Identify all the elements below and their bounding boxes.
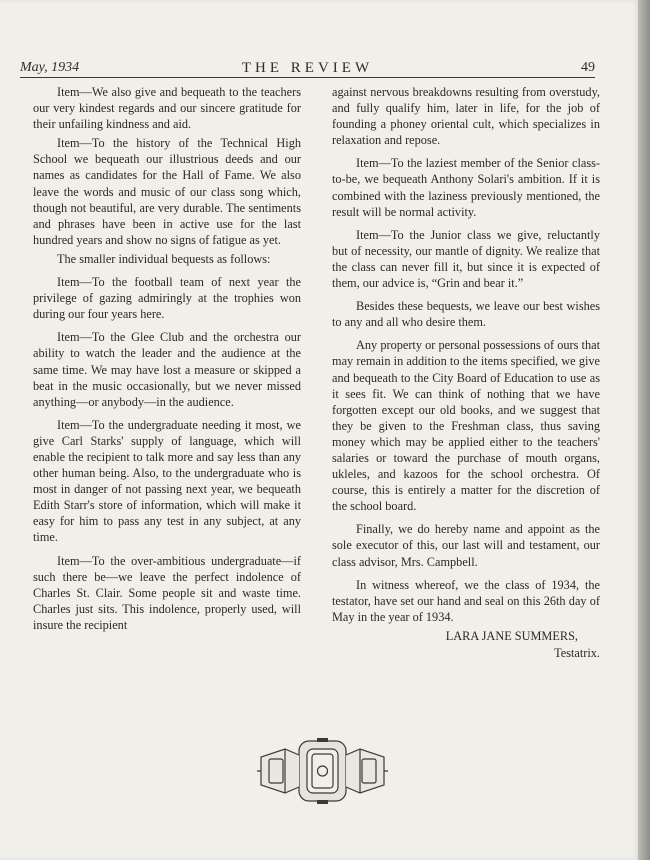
signature-title: Testatrix. bbox=[554, 645, 600, 660]
paragraph: Item—To the Glee Club and the orchestra our ability to watch the leader and the audience at the same time. We may have lost a measure or skipped a beat in the music occasionally, but we never missed anything—or anybody—in the audience. bbox=[33, 330, 301, 409]
book-gutter bbox=[638, 0, 650, 860]
paragraph: Item—To the undergraduate needing it most, we give Carl Starks' supply of language, which will enable the recipient to talk more and say less than any other human being. Also, to the undergraduate who is most in danger of not passing next year, we bequeath Edith Starr's store of information, which will make it easy for him to pass any test in any subject, at any time. bbox=[33, 417, 301, 545]
paragraph: against nervous breakdowns resulting from overstudy, and fully qualify him, later in life, for the job of founding a phoney oriental cult, which specializes in relaxation and repose. bbox=[332, 85, 600, 148]
paragraph: The smaller individual bequests as follows: bbox=[57, 251, 271, 266]
paragraph: Item—To the history of the Technical High School we bequeath our illustrious deeds and our names as candidates for the Hall of Fame. We also leave the words and music of our class song which, though not beautiful, are very durable. The sentiments and phrases have been in active use for the last hundred years and show no signs of fatigue as yet. bbox=[33, 136, 301, 247]
running-header bbox=[20, 60, 595, 78]
paragraph: Item—To the laziest member of the Senior class-to-be, we bequeath Anthony Solari's ambition. If it is combined with the laziness previously mentioned, the result will be normal activity. bbox=[332, 156, 600, 219]
left-column bbox=[33, 84, 301, 636]
paragraph: Finally, we do hereby name and appoint as the sole executor of this, our last will and testament, our class advisor, Mrs. Campbell. bbox=[332, 522, 600, 569]
header-title: THE REVIEW bbox=[241, 60, 374, 76]
signature-name: LARA JANE SUMMERS, bbox=[445, 628, 578, 643]
paragraph: Any property or personal possessions of ours that may remain in addition to the items specified, we give and bequeath to the City Board of Education to use as it sees fit. We can think of nothing that we have forgotten except our old books, and we suggest that they be given to the Freshman class, thus saving money which may be applied either to the teachers' salaries or toward the purchase of mouth organs, ukleles, and kazoos for the school orchestra. Of course, this is entirely a matter for the discretion of the school board. bbox=[332, 338, 600, 514]
art-deco-ornament-icon bbox=[255, 735, 390, 807]
header-date: May, 1934 bbox=[20, 60, 80, 75]
right-column bbox=[332, 84, 600, 662]
paragraph: Item—To the over-ambitious undergraduate—if such there be—we leave the perfect indolence of Charles St. Clair. Some people sit and waste time. Charles just sits. This indolence, properly used, will insure the recipient bbox=[33, 553, 301, 632]
header-rule bbox=[20, 77, 595, 78]
paragraph: Item—To the Junior class we give, reluctantly but of necessity, our mantle of dignity. We realize that the class can never fill it, but since it is expected of them, our advice is, “Grin and bear it.” bbox=[332, 227, 600, 291]
paragraph: Item—We also give and bequeath to the teachers our very kindest regards and our sincere gratitude for their unfailing kindness and aid. bbox=[33, 85, 301, 132]
paragraph: Besides these bequests, we leave our best wishes to any and all who desire them. bbox=[332, 299, 600, 330]
signature-block bbox=[332, 628, 600, 662]
paragraph: In witness whereof, we the class of 1934, the testator, have set our hand and seal on this 26th day of May in the year of 1934. bbox=[332, 577, 600, 624]
page-number: 49 bbox=[581, 60, 595, 75]
paragraph: Item—To the football team of next year the privilege of gazing admiringly at the trophies won during our four years here. bbox=[33, 275, 301, 322]
